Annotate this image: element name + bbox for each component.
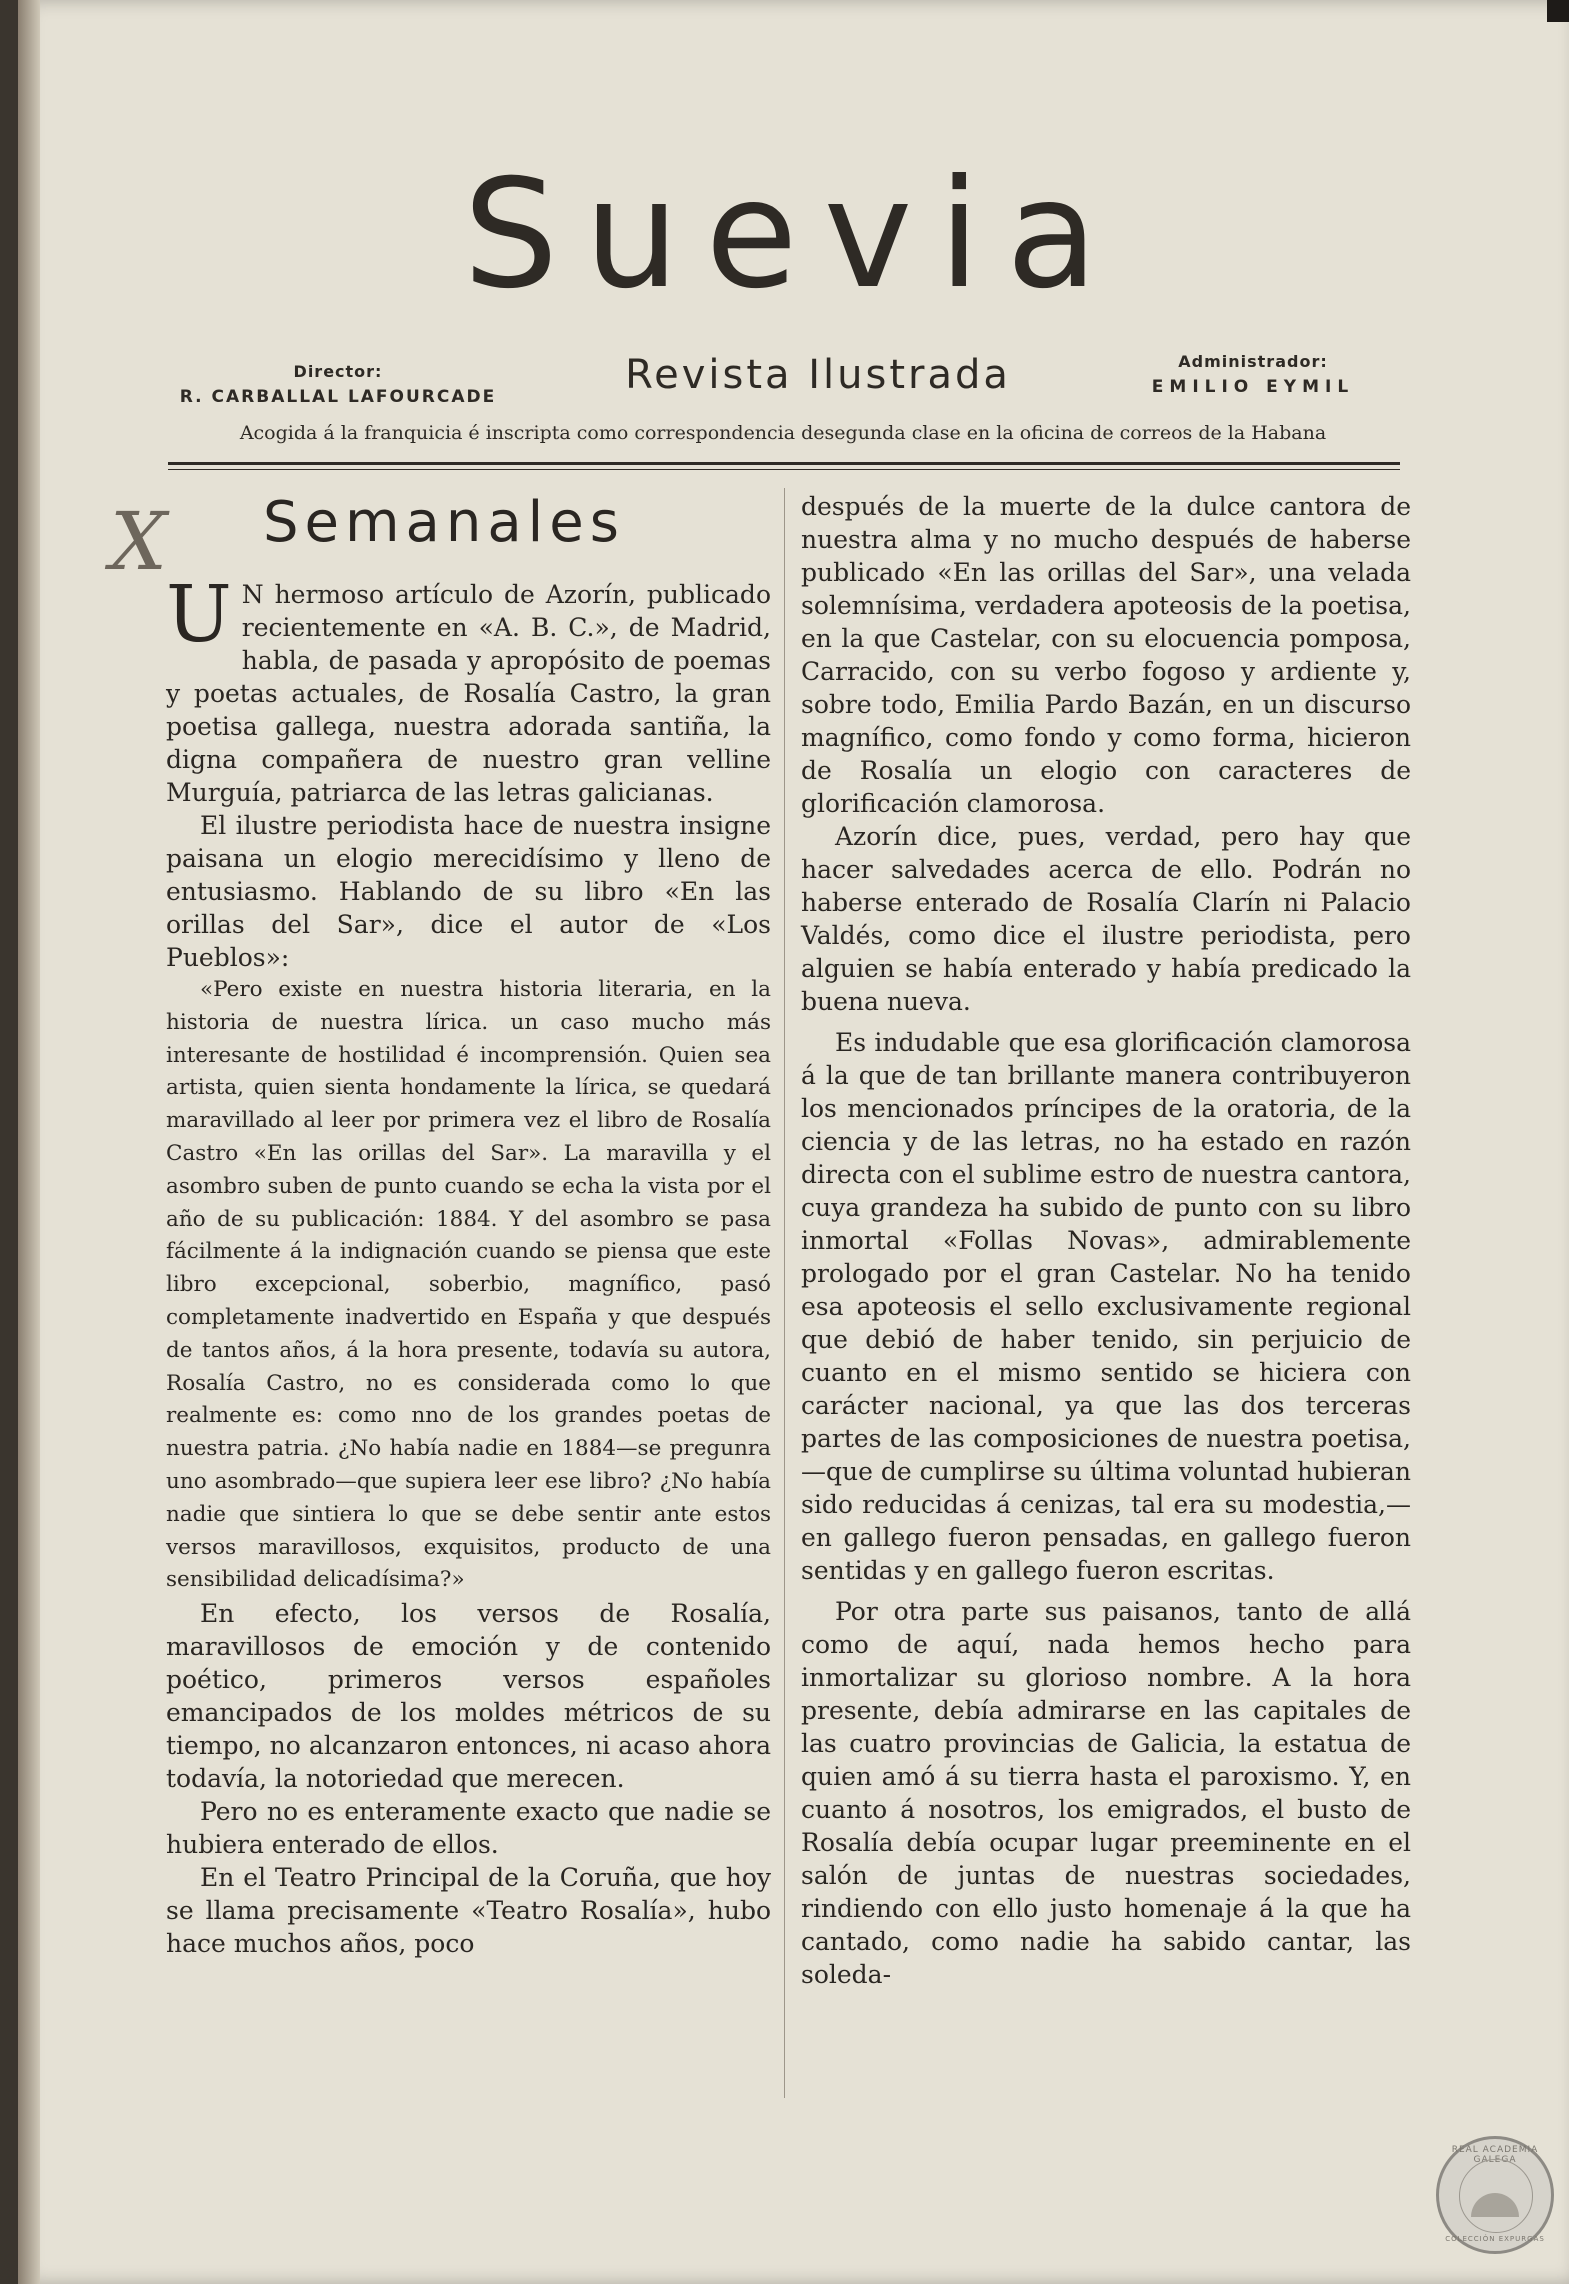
left-column [166,570,771,1960]
stamp-bottom-text: COLECCIÓN EXPURGAS [1445,2235,1545,2243]
paragraph-3: En efecto, los versos de Rosalía, maravillosos de emoción y de contenido poético, primeros versos españoles emancipados de los moldes métricos de su tiempo, no alcanzaron entonces, ni acaso ahora todavía, la notoriedad que merecen. [166,1599,771,1794]
paragraph-2: El ilustre periodista hace de nuestra insigne paisana un elogio merecidísimo y lleno de entusiasmo. Hablando de su libro «En las orillas del Sar», dice el autor de «Los Pueblos»: [166,811,771,972]
page-corner [1547,0,1569,22]
block-quote: «Pero existe en nuestra historia literaria, en la historia de nuestra lírica. un caso mucho más interesante de hostilidad é incomprensión. Quien sea artista, quien sienta hondamente la lírica, se quedará maravillado al leer por primera vez el libro de Rosalía Castro «En las orillas del Sar». La maravilla y el asombro suben de punto cuando se echa la vista por el año de su publicación: 1884. Y del asombro se pasa fácilmente á la indignación cuando se piensa que este libro excepcional, soberbio, magnífico, pasó completamente inadvertido en España y que después de tantos años, á la hora presente, todavía su autora, Rosalía Castro, no es considerada como lo que realmente es: como nno de los grandes poetas de nuestra patria. ¿No había nadie en 1884—se pregunra uno asombrado—que supiera leer ese libro? ¿No había nadie que sintiera lo que se debe sentir ante estos versos maravillosos, exquisitos, producto de una sensibilidad delicadísima?» [166,977,771,1593]
right-column [801,490,1411,1991]
paragraph-1 [166,570,771,809]
admin-label: Administrador: [1178,352,1328,371]
paragraph-r4: Por otra parte sus paisanos, tanto de allá como de aquí, nada hemos hecho para inmortalizar su glorioso nombre. A la hora presente, debía admirarse en las capitales de las cuatro provincias de Galicia, la estatua de quien amó á su tierra hasta el paroxismo. Y, en cuanto á nosotros, los emigrados, el busto de Rosalía debía ocupar lugar preeminente en el salón de juntas de nuestras sociedades, rindiendo con ello justo homenaje á la que ha cantado, como nadie ha sabido cantar, las soleda- [801,1597,1411,1989]
director-name: R. CARBALLAL LAFOURCADE [179,387,497,407]
paragraph-r1: después de la muerte de la dulce cantora de nuestra alma y no mucho después de haberse publicado «En las orillas del Sar», una velada solemnísima, verdadera apoteosis de la poetisa, en la que Castelar, con su elocuencia pomposa, Carracido, con su verbo fogoso y ardiente y, sobre todo, Emilia Pardo Bazán, en un discurso magnífico, como fondo y como forma, hicieron de Rosalía un elogio con caracteres de glorificación clamorosa. [801,492,1411,818]
paragraph-r3: Es indudable que esa glorificación clamorosa á la que de tan brillante manera contribuyeron los mencionados príncipes de la oratoria, de la ciencia y de las letras, no ha estado en razón directa con el sublime estro de nuestra cantora, cuya grandeza ha subido de punto con su libro inmortal «Follas Novas», admirablemente prologado por el gran Castelar. No ha tenido esa apoteosis el sello exclusivamente regional que debió de haber tenido, sin perjuicio de cuanto en el mismo sentido se hiciera con carácter nacional, ya que las dos terceras partes de las composiciones de nuestra poetisa,—que de cumplirse su última voluntad hubieran sido reducidas á cenizas, tal era su modestia,—en gallego fueron pensadas, en gallego fueron sentidas y en gallego fueron escritas. [801,1028,1411,1585]
paragraph-r2: Azorín dice, pues, verdad, pero hay que hacer salvedades acerca de ello. Podrán no haberse enterado de Rosalía Clarín ni Palacio Valdés, como dice el ilustre periodista, pero alguien se había enterado y había predicado la buena nueva. [801,822,1411,1016]
director-credit [158,362,518,407]
admin-name: EMILIO EYMIL [1151,377,1355,397]
admin-credit [1098,352,1408,397]
column-divider [784,488,785,2098]
director-label: Director: [293,362,383,381]
masthead-subtitle: Revista Ilustrada [625,352,1011,398]
header-rule-thin [168,469,1400,470]
page-spine [18,0,40,2284]
handwritten-mark: X [110,495,167,588]
article-heading: Semanales [263,490,625,555]
paragraph-1-text: N hermoso artículo de Azorín, publicado recientemente en «A. B. C.», de Madrid, habla, de pasada y apropósito de poemas y poetas actuales, de Rosalía Castro, la gran poetisa gallega, nuestra adorada santiña, la digna compañera de nuestro gran velline Murguía, patriarca de las letras galicianas. [166,580,771,807]
newspaper-page [18,0,1569,2284]
stamp-top-text: REAL ACADEMIA GALEGA [1451,2145,1539,2165]
franquicia-notice: Acogida á la franquicia é inscripta como correspondencia desegunda clase en la oficina de correos de la Habana [239,422,1327,444]
drop-cap: U [166,570,232,660]
paragraph-4: Pero no es enteramente exacto que nadie se hubiera enterado de ellos. [166,1797,771,1860]
header-rule-thick [168,462,1400,465]
masthead-title: Suevia [463,148,1124,322]
library-stamp [1436,2136,1554,2254]
paragraph-5: En el Teatro Principal de la Coruña, que hoy se llama precisamente «Teatro Rosalía», hubo hace muchos años, poco [166,1863,771,1959]
